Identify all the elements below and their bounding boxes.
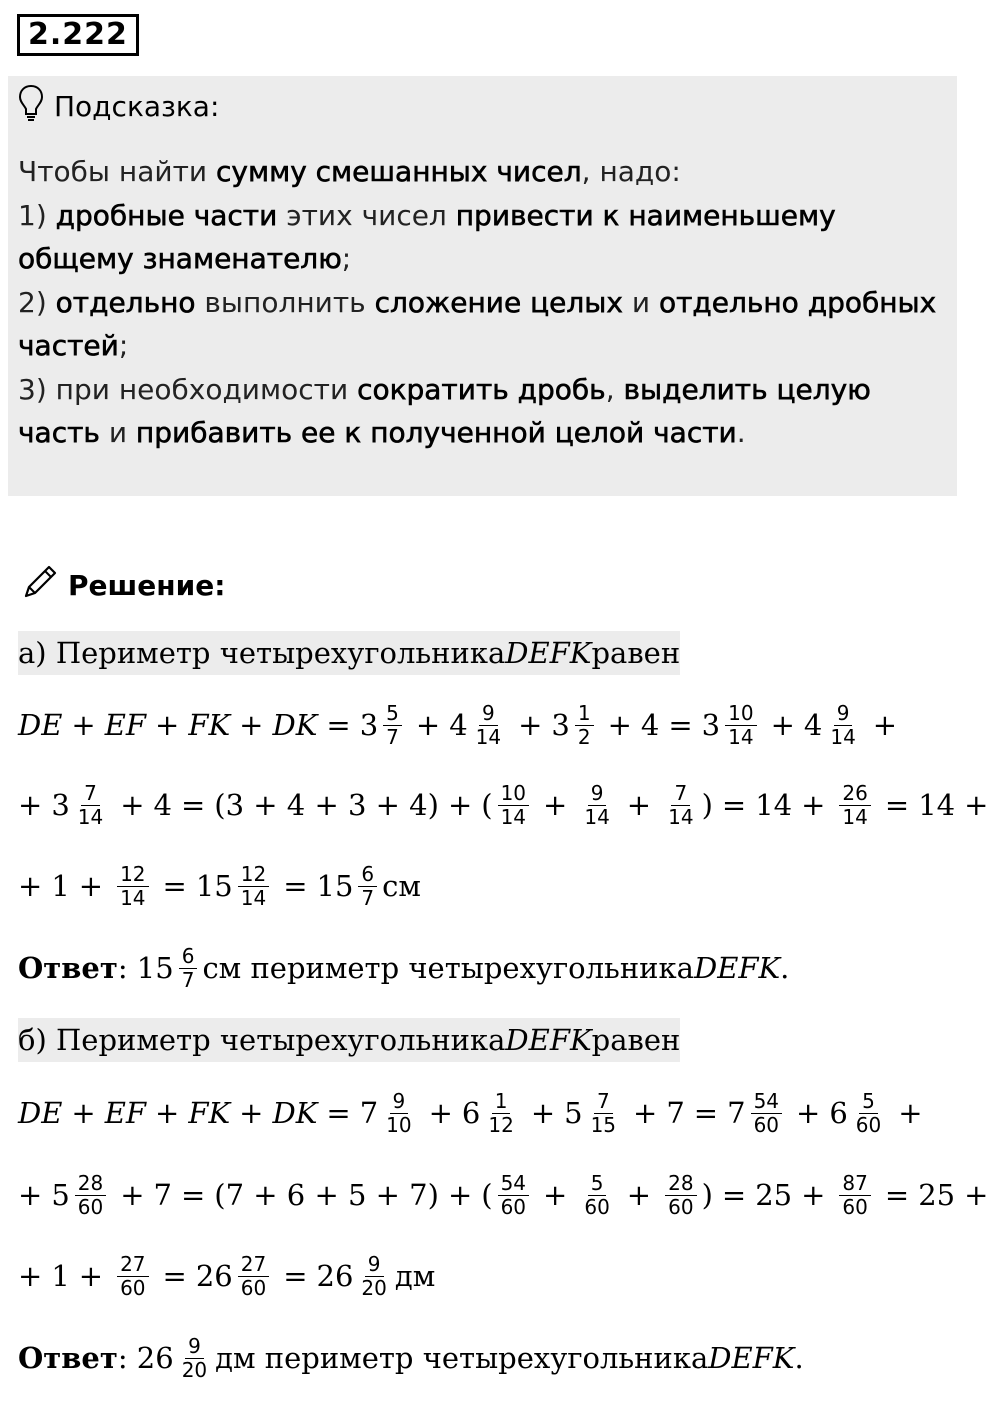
math-op: +	[543, 788, 568, 822]
math-term: 6	[461, 1096, 481, 1130]
hint-text-span: выполнить	[195, 285, 375, 319]
math-term: DK	[272, 708, 318, 742]
answer-text: дм периметр четырехугольника	[215, 1341, 709, 1375]
fraction: $\frac{7}{15}$	[590, 1088, 617, 1137]
math-op: =	[884, 788, 910, 822]
math-op: +	[898, 1096, 923, 1130]
math-term: 15	[316, 869, 354, 903]
math-term: )	[701, 1178, 713, 1212]
math-term: 4	[153, 788, 172, 822]
math-term: (3 + 4 + 3 + 4)	[214, 788, 439, 822]
math-op: +	[18, 869, 43, 903]
math-term: EF	[104, 1096, 147, 1130]
part-a-intro-end: равен	[591, 636, 681, 670]
fraction: $\frac{87}{60}$	[839, 1172, 870, 1219]
fraction: $\frac{10}{14}$	[498, 782, 529, 829]
hint-text-span: ;	[118, 329, 129, 362]
hint-bold-span: отдельно	[55, 285, 196, 319]
math-term: 6	[829, 1096, 848, 1130]
part-a-intro	[18, 631, 680, 675]
math-op: +	[633, 1096, 658, 1130]
figure-name: DEFK	[693, 951, 781, 985]
fraction: $\frac{54}{60}$	[751, 1090, 782, 1137]
math-op: +	[155, 708, 180, 742]
math-op: +	[120, 1178, 145, 1212]
math-term: EF	[104, 708, 147, 742]
math-op: +	[543, 1178, 568, 1212]
hint-line-7	[18, 411, 948, 455]
math-op: =	[721, 1178, 747, 1212]
math-term: (7 + 6 + 5 + 7)	[214, 1178, 439, 1212]
part-b-eq-line-3	[18, 1241, 435, 1311]
part-a-eq-line-1	[18, 690, 906, 760]
hint-text-span: и	[99, 416, 136, 449]
math-term: FK	[188, 1096, 231, 1130]
fraction: $\frac{54}{60}$	[498, 1172, 529, 1219]
fraction: $\frac{9}{14}$	[584, 780, 610, 829]
fraction: $\frac{12}{14}$	[238, 863, 269, 910]
hint-bold-span: частей	[18, 329, 119, 362]
fraction: $\frac{28}{60}$	[665, 1172, 696, 1219]
figure-name: DEFK	[505, 1023, 592, 1057]
hint-text-span: этих чисел	[277, 198, 456, 232]
math-op: +	[239, 708, 264, 742]
math-op: +	[801, 1178, 826, 1212]
fraction: $\frac{1}{2}$	[575, 702, 594, 749]
math-term: 25	[918, 1178, 956, 1212]
math-op: +	[18, 1259, 43, 1293]
math-term: 3	[51, 788, 70, 822]
hint-bold-span: прибавить ее к полученной целой части	[135, 416, 737, 449]
math-op: =	[162, 1259, 187, 1293]
fraction: $\frac{5}{60}$	[584, 1170, 610, 1219]
math-op: +	[964, 788, 989, 822]
math-op: =	[283, 869, 308, 903]
part-a-eq-line-2	[18, 770, 997, 840]
hint-text-span: 3) при необходимости	[18, 372, 358, 406]
math-op: +	[120, 788, 145, 822]
hint-text-span: и	[622, 285, 659, 319]
math-op: +	[964, 1178, 989, 1212]
math-op: =	[668, 708, 693, 742]
hint-line-3	[18, 237, 948, 281]
fraction: $\frac{27}{60}$	[117, 1253, 148, 1300]
hint-text-span: ;	[341, 242, 352, 275]
hint-text-span: 2)	[18, 285, 56, 319]
hint-line-2	[18, 194, 948, 238]
fraction: $\frac{26}{14}$	[839, 782, 870, 829]
math-op: =	[884, 1178, 910, 1212]
hint-bold-span: выделить целую	[623, 372, 871, 406]
math-op: +	[71, 1096, 96, 1130]
hint-text-span: .	[736, 416, 746, 449]
math-op: +	[530, 1096, 556, 1130]
math-op: +	[872, 708, 898, 742]
math-term: 4	[803, 708, 823, 742]
math-op: +	[607, 708, 632, 742]
part-a-intro-text: а) Периметр четырехугольника	[18, 636, 506, 670]
part-b-intro-end: равен	[591, 1023, 681, 1057]
fraction: $\frac{27}{60}$	[238, 1253, 269, 1300]
answer-fraction: $\frac{9}{20}$	[181, 1333, 208, 1382]
fraction: $\frac{5}{60}$	[855, 1088, 882, 1137]
math-op: +	[428, 1096, 453, 1130]
math-op: +	[415, 708, 441, 742]
answer-value: : 15	[117, 951, 174, 985]
math-op: +	[518, 708, 543, 742]
hint-title: Подсказка:	[54, 89, 220, 123]
solution-title: Решение:	[68, 568, 226, 602]
hint-bold-span: сумму смешанных чисел	[215, 155, 582, 188]
task-number: 2.222	[17, 14, 139, 56]
hint-line-4	[18, 281, 948, 325]
math-term: 7	[666, 1096, 685, 1130]
math-term: 4	[640, 708, 660, 742]
math-term: 1	[51, 869, 70, 903]
fraction: $\frac{7}{14}$	[668, 780, 694, 829]
hint-bold-span: дробные части	[55, 198, 278, 232]
math-op: +	[626, 788, 652, 822]
solution-header	[20, 563, 225, 607]
answer-value: : 26	[117, 1341, 174, 1375]
fraction: $\frac{7}{14}$	[77, 780, 104, 829]
hint-bold-span: общему знаменателю	[18, 242, 342, 275]
math-term: 7	[359, 1096, 379, 1130]
part-b-intro-text: б) Периметр четырехугольника	[18, 1023, 506, 1057]
answer-end: .	[780, 951, 790, 985]
math-op: +	[78, 1259, 104, 1293]
answer-fraction: $\frac{6}{7}$	[179, 945, 198, 992]
math-op: +	[18, 1178, 43, 1212]
hint-header	[18, 86, 219, 126]
hint-line-1	[18, 150, 948, 194]
figure-name: DEFK	[708, 1341, 795, 1375]
math-op: +	[447, 1178, 473, 1212]
math-op: =	[180, 788, 206, 822]
math-op: +	[71, 708, 96, 742]
math-op: +	[626, 1178, 652, 1212]
math-term: 5	[51, 1178, 70, 1212]
math-term: (	[481, 788, 493, 822]
fraction: $\frac{28}{60}$	[75, 1172, 106, 1219]
math-term: 3	[551, 708, 570, 742]
hint-bold-span: сократить дробь	[357, 372, 606, 406]
unit: дм	[394, 1259, 436, 1293]
math-term: 26	[316, 1259, 354, 1293]
hint-bold-span: отдельно дробных	[658, 285, 937, 319]
hint-text-span: , надо:	[581, 155, 681, 188]
math-term: DE	[18, 1096, 63, 1130]
math-op: =	[162, 869, 187, 903]
fraction: $\frac{9}{10}$	[386, 1088, 412, 1137]
math-op: =	[326, 708, 351, 742]
figure-name: DEFK	[505, 636, 592, 670]
math-term: 15	[195, 869, 233, 903]
math-op: =	[693, 1096, 719, 1130]
hint-text-span: ,	[605, 372, 624, 406]
hint-text-span: Чтобы найти	[18, 155, 216, 188]
hint-bold-span: сложение целых	[374, 285, 623, 319]
math-term: DK	[272, 1096, 318, 1130]
answer-end: .	[794, 1341, 804, 1375]
part-b-answer	[18, 1323, 804, 1393]
math-term: 26	[195, 1259, 233, 1293]
part-a-answer	[18, 933, 789, 1003]
math-term: 7	[153, 1178, 172, 1212]
part-b-eq-line-2	[18, 1160, 997, 1230]
math-term: FK	[188, 708, 231, 742]
math-op: +	[770, 708, 795, 742]
math-term: 14	[918, 788, 956, 822]
math-op: +	[447, 788, 473, 822]
math-op: +	[78, 869, 104, 903]
hint-bold-span: часть	[18, 416, 100, 449]
math-op: +	[239, 1096, 264, 1130]
math-term: DE	[18, 708, 63, 742]
hint-line-5	[18, 324, 948, 368]
math-term: )	[701, 788, 713, 822]
fraction: $\frac{9}{14}$	[830, 700, 856, 749]
fraction: $\frac{5}{7}$	[383, 702, 402, 749]
math-op: +	[155, 1096, 180, 1130]
unit: см	[382, 869, 421, 903]
hint-bold-span: привести к наименьшему	[455, 198, 836, 232]
part-b-eq-line-1	[18, 1078, 932, 1148]
math-op: =	[180, 1178, 206, 1212]
math-op: =	[283, 1259, 308, 1293]
fraction: $\frac{1}{12}$	[488, 1088, 514, 1137]
math-term: 1	[51, 1259, 70, 1293]
math-term: 3	[701, 708, 721, 742]
math-op: +	[801, 788, 826, 822]
math-term: 5	[564, 1096, 583, 1130]
math-term: (	[481, 1178, 493, 1212]
answer-label: Ответ	[18, 1341, 118, 1375]
fraction: $\frac{10}{14}$	[725, 702, 756, 749]
hint-line-6	[18, 368, 948, 412]
fraction: $\frac{9}{14}$	[475, 700, 502, 749]
fraction: $\frac{9}{20}$	[361, 1251, 387, 1300]
math-term: 14	[755, 788, 793, 822]
math-term: 25	[755, 1178, 793, 1212]
answer-text: см периметр четырехугольника	[202, 951, 694, 985]
math-op: +	[796, 1096, 821, 1130]
fraction: $\frac{6}{7}$	[358, 863, 377, 910]
fraction: $\frac{12}{14}$	[117, 863, 148, 910]
part-a-eq-line-3	[18, 851, 421, 921]
answer-label: Ответ	[18, 951, 118, 985]
math-term: 7	[727, 1096, 746, 1130]
math-term: 4	[449, 708, 468, 742]
math-op: =	[326, 1096, 351, 1130]
pencil-icon	[20, 562, 60, 609]
part-b-intro	[18, 1018, 680, 1062]
math-op: +	[18, 788, 43, 822]
math-term: 3	[359, 708, 379, 742]
lightbulb-icon	[18, 84, 44, 129]
math-op: =	[721, 788, 747, 822]
hint-text	[18, 150, 948, 455]
hint-text-span: 1)	[18, 198, 56, 232]
